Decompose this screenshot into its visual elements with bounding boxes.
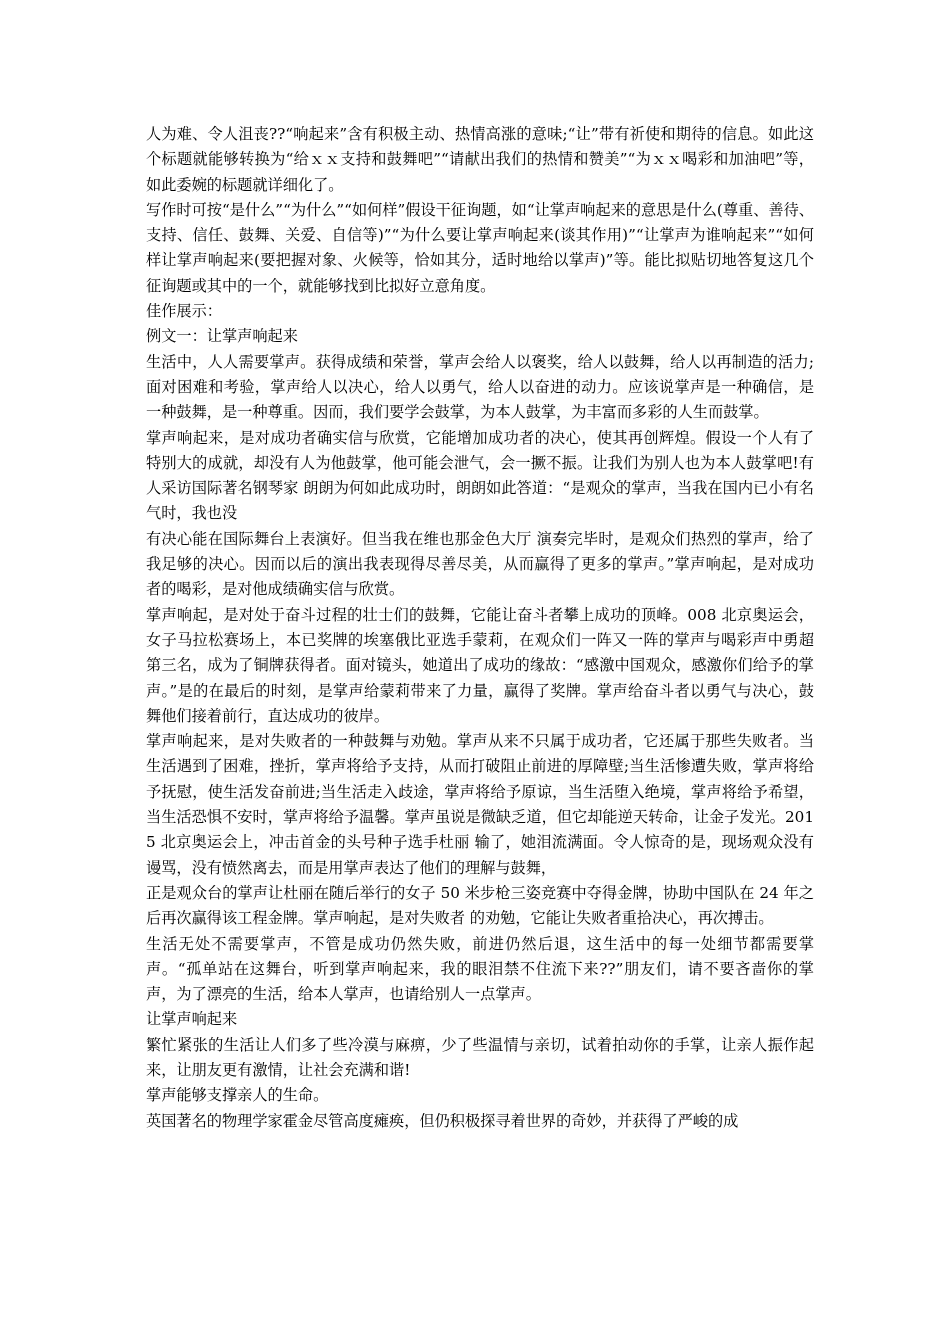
paragraph-hawking: 英国著名的物理学家霍金尽管高度瘫痪，但仍积极探寻着世界的奇妙，并获得了严峻的成 bbox=[146, 1111, 739, 1130]
paragraph-example-title: 例文一：让掌声响起来 bbox=[146, 327, 298, 346]
paragraph-intro-continued: 人为难、令人沮丧??“响起来”含有积极主动、热情高涨的意味;“让”带有祈使和期待的信息。如此这个标题就能够转换为“给ｘｘ支持和鼓舞吧”“请献出我们的热情和赞美”“为ｘｘ喝彩和加油吧”等，如此委婉的标题就详细化了。 bbox=[146, 125, 814, 194]
document-body bbox=[146, 122, 814, 1134]
paragraph-support-family: 掌声能够支撑亲人的生命。 bbox=[146, 1086, 329, 1105]
paragraph-writing-tips: 写作时可按“是什么”“为什么”“如何样”假设干征询题，如“让掌声响起来的意思是什么(尊重、善待、支持、信任、鼓舞、关爱、自信等)”“为什么要让掌声响起来(谈其作用)”“让掌声为谁响起来”“如何样让掌声响起来(要把握对象、火候等，恰如其分，适时地给以掌声)”等。能比拟贴切地答复这几个征询题或其中的一个，就能够找到比拟好立意角度。 bbox=[146, 200, 814, 295]
paragraph-showcase-heading: 佳作展示： bbox=[146, 302, 222, 321]
paragraph-applause-success-cont: 有决心能在国际舞台上表演好。但当我在维也那金色大厅 演奏完毕时，是观众们热烈的掌声，给了我足够的决心。因而以后的演出我表现得尽善尽美，从而赢得了更多的掌声。”掌声响起，是对成功者的喝彩，是对他成绩确实信与欣赏。 bbox=[146, 529, 814, 599]
paragraph-applause-needed: 生活中，人人需要掌声。获得成绩和荣誉，掌声会给人以褒奖，给人以鼓舞，给人以再制造的活力;面对困难和考验，掌声给人以决心，给人以勇气，给人以奋进的动力。应该说掌声是一种确信，是一种鼓舞，是一种尊重。因而，我们要学会鼓掌，为本人鼓掌，为丰富而多彩的人生而鼓掌。 bbox=[146, 352, 814, 422]
paragraph-applause-struggle: 掌声响起，是对处于奋斗过程的壮士们的鼓舞，它能让奋斗者攀上成功的顶峰。008 北京奥运会，女子马拉松赛场上，本已奖牌的埃塞俄比亚选手蒙莉，在观众们一阵又一阵的掌声与喝彩声中勇超第三名，成为了铜牌获得者。面对镜头，她道出了成功的缘故：“感激中国观众，感激你们给予的掌声。”是的在最后的时刻，是掌声给蒙莉带来了力量，赢得了奖牌。掌声给奋斗者以勇气与决心，鼓舞他们接着前行，直达成功的彼岸。 bbox=[146, 605, 814, 725]
paragraph-second-title: 让掌声响起来 bbox=[146, 1010, 238, 1029]
paragraph-applause-everywhere: 生活无处不需要掌声，不管是成功仍然失败，前进仍然后退，这生活中的每一处细节都需要掌声。“孤单站在这舞台，听到掌声响起来，我的眼泪禁不住流下来??”朋友们，请不要吝啬你的掌声，为了漂亮的生活，给本人掌声，也请给别人一点掌声。 bbox=[146, 934, 814, 1004]
paragraph-applause-failure: 掌声响起来，是对失败者的一种鼓舞与劝勉。掌声从来不只属于成功者，它还属于那些失败者。当生活遇到了困难，挫折，掌声将给予支持，从而打破阻止前进的厚障壁;当生活惨遭失败，掌声将给予抚慰，使生活发奋前进;当生活走入歧途，掌声将给予原谅，当生活堕入绝境，掌声将给予希望，当生活恐惧不安时，掌声将给予温馨。掌声虽说是微缺乏道，但它却能逆天转命，让金子发光。2015 北京奥运会上，冲击首金的头号种子选手杜丽 输了，她泪流满面。令人惊奇的是，现场观众没有谩骂，没有愤然离去，而是用掌声表达了他们的理解与鼓舞， bbox=[146, 732, 814, 877]
paragraph-applause-success: 掌声响起来，是对成功者确实信与欣赏，它能增加成功者的决心，使其再创辉煌。假设一个人有了特别大的成就，却没有人为他鼓掌，他可能会泄气，会一撅不振。让我们为别人也为本人鼓掌吧!有人采访国际著名钢琴家 朗朗为何如此成功时，朗朗如此答道：“是观众的掌声，当我在国内已小有名气时，我也没 bbox=[146, 428, 814, 523]
paragraph-applause-failure-cont: 正是观众台的掌声让杜丽在随后举行的女子 50 米步枪三姿竞赛中夺得金牌，协助中国队在 24 年之后再次赢得该工程金牌。掌声响起，是对失败者 的劝勉，它能让失败者重拾决心，再次搏击。 bbox=[146, 883, 814, 928]
paragraph-busy-life: 繁忙紧张的生活让人们多了些冷漠与麻痹，少了些温情与亲切，试着拍动你的手掌，让亲人振作起来，让朋友更有激情，让社会充满和谐! bbox=[146, 1035, 814, 1079]
